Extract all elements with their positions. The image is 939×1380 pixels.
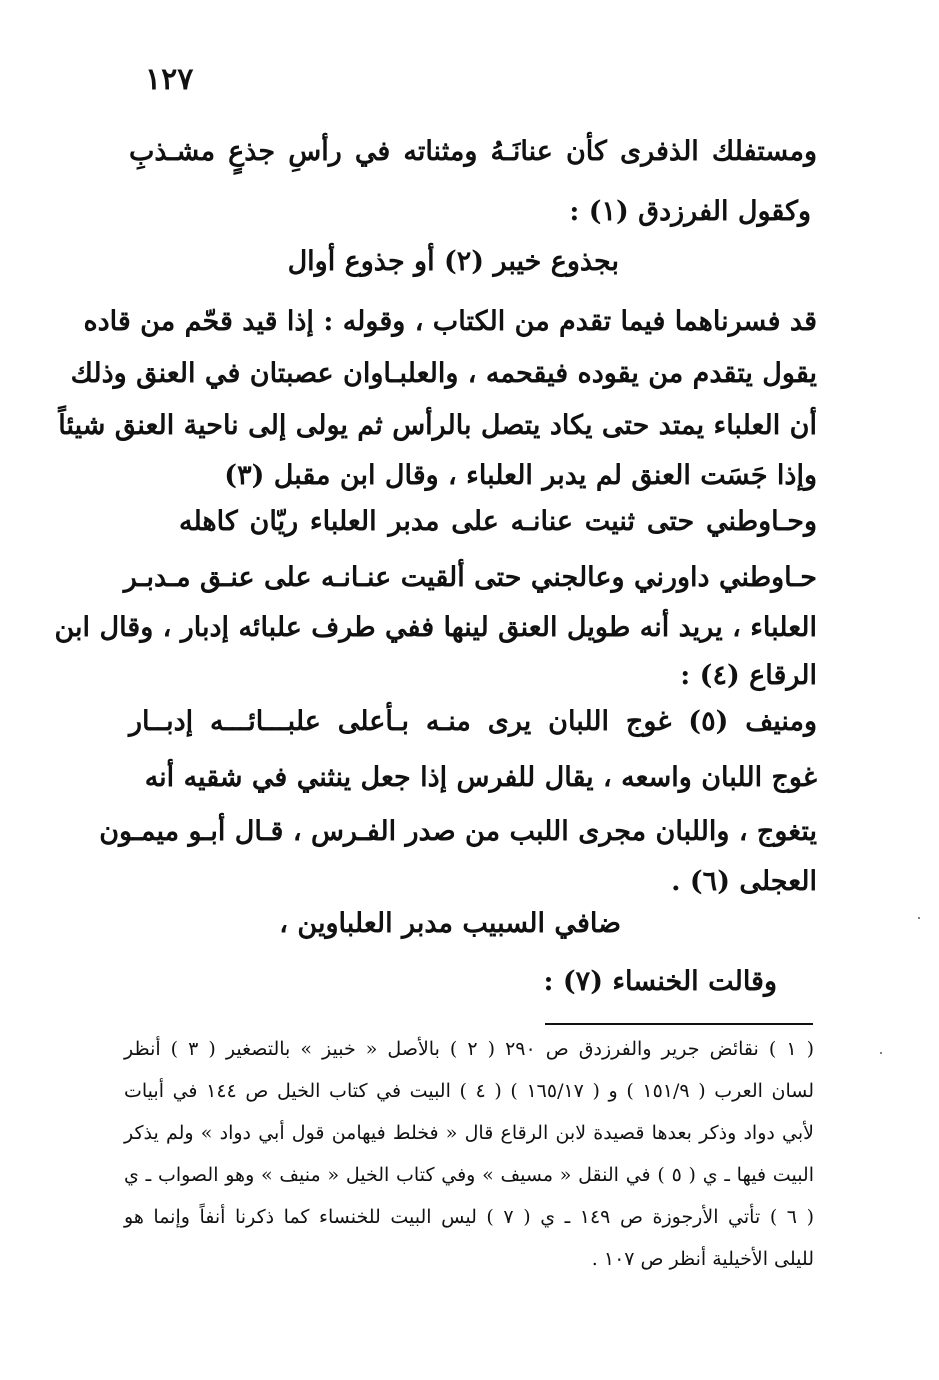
text-line: أن العلباء يمتد حتى يكاد يتصل بالرأس ثم يولى إلى ناحية العنق شيئاً [58,410,817,441]
text-line: وكقول الفرزدق (١) : [569,196,811,227]
footnote-separator [545,1023,813,1025]
text-line: العلباء ، يريد أنه طويل العنق لينها ففي طرف علبائه إدبار ، وقال ابن [54,612,817,643]
footnote-line: لليلى الأخيلية أنظر ص ١٠٧ . [591,1248,814,1270]
text-line: يقول يتقدم من يقوده فيقحمه ، والعلبـاوان عصبتان في العنق وذلك [70,358,817,389]
text-line: غوج اللبان واسعه ، يقال للفرس إذا جعل ينثني في شقيه أنه [144,762,817,793]
page-number: ١٢٧ [145,62,194,97]
text-line: حـاوطني داورني وعالجني حتى ألقيت عنـانـه على عنـق مـدبـر [123,562,817,593]
verse-line: بجذوع خيبر (٢) أو جذوع أوال [287,246,619,277]
footnote-line: البيت فيها ـ ي ( ٥ ) في النقل « مسيف » وفي كتاب الخيل « منيف » وهو الصواب ـ ي [124,1164,814,1186]
text-line: الرقاع (٤) : [680,660,817,691]
footnote-line: لسان العرب ( ١٥١/٩ ) و ( ١٦٥/١٧ ) ( ٤ ) البيت في كتاب الخيل ص ١٤٤ في أبيات [124,1080,814,1102]
footnote-line: ( ٦ ) تأتي الأرجوزة ص ١٤٩ ـ ي ( ٧ ) ليس البيت للخنساء كما ذكرنا أنفاً وإنما هو [124,1206,814,1228]
text-line: قد فسرناهما فيما تقدم من الكتاب ، وقوله : إذا قيد قحّم من قاده [83,306,817,337]
text-line: وقالت الخنساء (٧) : [543,966,777,997]
footnote-line: ( ١ ) نقائض جرير والفرزدق ص ٢٩٠ ( ٢ ) بالأصل « خبيز » بالتصغير ( ٣ ) أنظر [124,1038,815,1060]
text-line: يتغوج ، واللبان مجرى اللبب من صدر الفـرس ، قـال أبـو ميمـون [99,816,817,847]
text-line: العجلى (٦) . [671,866,817,897]
text-line: وإذا جَسَت العنق لم يدبر العلباء ، وقال ابن مقبل (٣) [224,460,817,491]
verse-line: ومنيف (٥) غوج اللبان يرى منـه بـأعلى علبـــائـــه إدبــار [129,706,817,737]
scan-speck [880,1052,882,1054]
verse-line: ضافي السبيب مدبر العلباوين ، [279,908,621,939]
footnote-line: لأبي دواد وذكر بعدها قصيدة لابن الرقاع قال « فخلط فيهامن قول أبي دواد » ولم يذكر [124,1122,814,1144]
verse-line: ومستفلك الذفرى كأن عنانَـهُ ومثناته في رأسِ جذعٍ مشـذبِ [129,136,817,167]
verse-line: وحـاوطني حتى ثنيت عنانـه على مدبر العلباء ريّان كاهله [179,506,817,537]
scan-speck [918,917,920,919]
